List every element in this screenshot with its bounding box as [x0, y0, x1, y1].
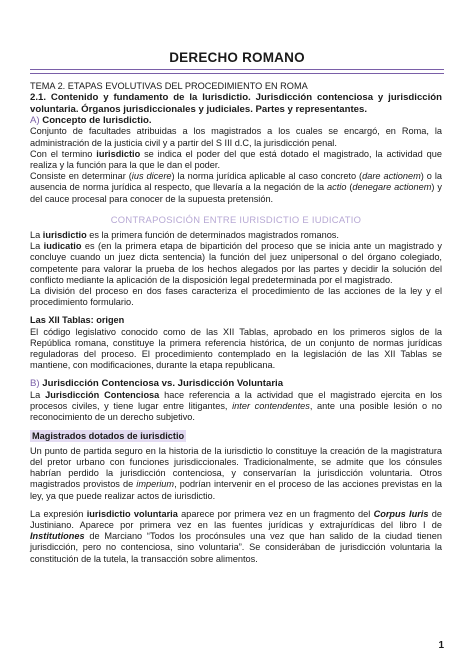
paragraph-10: La expresión iurisdictio voluntaria aparece por primera vez en un fragmento del Corpus Iuris de Justiniano. Aparece por primera vez en las fuentes jurídicas y extrajurídicas del libro I de Institutiones de Marciano “Todos los procónsules una vez que han salido de la ciudad tienen jurisdicción, pero no contenciosa, sino voluntaria”. Se considerában de jurisdicción voluntaria la constitución de la tutela, la transacción sobre alimentos.: [30, 508, 442, 564]
paragraph-1: Conjunto de facultades atribuidas a los magistrados a los cuales se encargó, en Roma, la administración de la justicia civil y a partir del S III d.C, la jurisdicción penal.: [30, 126, 442, 148]
tema-heading: TEMA 2. ETAPAS EVOLUTIVAS DEL PROCEDIMIENTO EN ROMA: [30, 81, 308, 91]
title-rule-top: [30, 69, 444, 70]
paragraph-3: Consiste en determinar (ius dicere) la norma jurídica aplicable al caso concreto (dare actionem) o la ausencia de norma jurídica al respecto, que llevaría a la negación de la actio (denegare actionem) y del cauce procesal para conocer de la supuesta pretensión.: [30, 171, 442, 204]
page-number: 1: [438, 640, 444, 651]
section-b-letter: B): [30, 378, 40, 390]
paragraph-2: Con el termino iurisdictio se indica el poder del que está dotado el magistrado, la actividad que realiza y la función para la que le dan el poder.: [30, 148, 442, 171]
paragraph-8: La Jurisdicción Contenciosa hace referencia a la actividad que el magistrado ejercita en los procesos civiles, y tiene lugar entre litigantes, inter contendentes, ante una posible lesión o no reconocimiento de un derecho subjetivo.: [30, 389, 442, 423]
section-a-letter: A): [30, 115, 40, 127]
xii-tablas-heading: Las XII Tablas: origen: [30, 315, 125, 326]
section-a-heading: [30, 115, 442, 126]
section-b-heading: [30, 378, 442, 389]
magistrados-heading: [30, 431, 442, 442]
paragraph-6: La división del proceso en dos fases caracteriza el procedimiento de las acciones de la ley y el procedimiento formulario.: [30, 286, 442, 308]
section-b-label: Jurisdicción Contenciosa vs. Jurisdicción Voluntaria: [39, 378, 284, 390]
paragraph-5: La iudicatio es (en la primera etapa de bipartición del proceso que se inicia ante un magistrado y concluye cuando un juez dicta sentencia) la función del juez unipersonal o del órgano colegiado, competente para valorar la prueba de los hechos alegados por las partes y decidir la solución del conflicto mediante la aplicación de la disposición legal predeterminada por el magistrado.: [30, 241, 442, 285]
paragraph-9: Un punto de partida seguro en la historia de la iurisdictio lo constituye la creación de la magistratura del pretor urbano con funciones jurisdiccionales. Tradicionalmente, se admite que los cónsules habrían perdido la jurisdicción contenciosa, y conservarían la jurisdicción voluntaria. Otros magistrados provistos de imperium, podrían intervenir en el proceso de las acciones previstas en la ley, ya que puede realizar actos de iurisdictio.: [30, 445, 442, 501]
section-subtitle: 2.1. Contenido y fundamento de la Iurisdictio. Jurisdicción contenciosa y jurisdicción voluntaria. Órganos jurisdiccionales y judiciales. Partes y representantes.: [30, 92, 442, 115]
document-body: [30, 81, 442, 565]
paragraph-4: La iurisdictio es la primera función de determinados magistrados romanos.: [30, 230, 339, 241]
paragraph-7: El código legislativo conocido como de las XII Tablas, aprobado en los primeros siglos de la República romana, constituye la primera referencia histórica, de un conjunto de normas jurídicas reguladoras del proceso. El procedimiento contemplado en la legislación de las XII Tablas se mantiene, con modificaciones, durante la etapa republicana.: [30, 326, 442, 371]
highlighted-heading: Magistrados dotados de iurisdictio: [32, 430, 185, 441]
document-title: DERECHO ROMANO: [169, 50, 305, 65]
title-rule-bottom: [30, 73, 444, 74]
contraposicion-heading: CONTRAPOSICIÓN ENTRE IURISDICTIO E IUDICATIO: [110, 213, 362, 225]
section-a-label: Concepto de Iurisdictio.: [39, 115, 152, 127]
